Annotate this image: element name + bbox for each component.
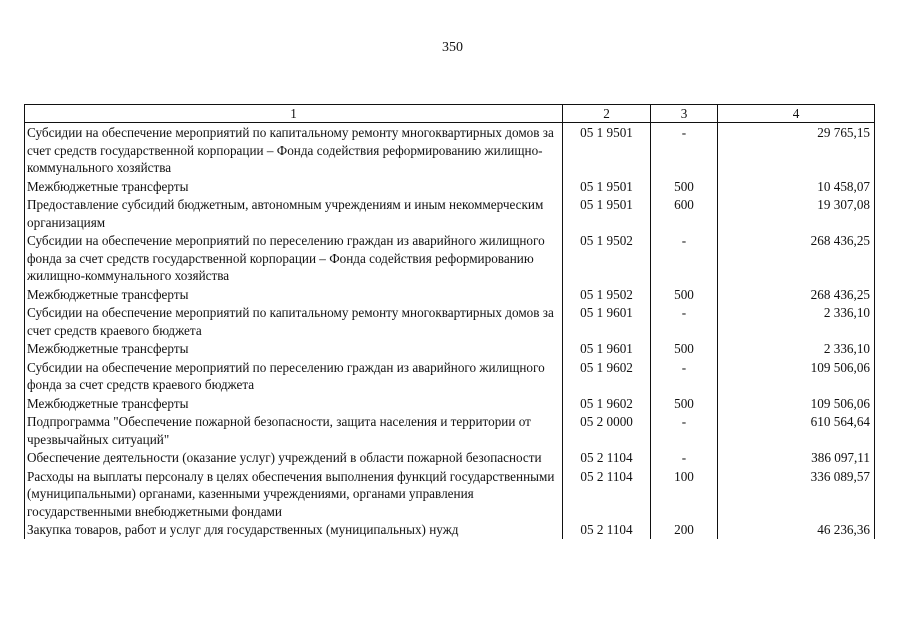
table-row <box>25 394 875 413</box>
row-name: Подпрограмма "Обеспечение пожарной безопасности, защита населения и территории от чрезвычайных ситуаций" <box>25 412 563 448</box>
row-amount: 268 436,25 <box>718 231 875 285</box>
row-amount: 268 436,25 <box>718 285 875 304</box>
row-code: 05 1 9601 <box>563 339 651 358</box>
row-kind: - <box>651 358 718 394</box>
row-kind: 600 <box>651 195 718 231</box>
row-kind: 500 <box>651 394 718 413</box>
row-kind: - <box>651 412 718 448</box>
row-code: 05 2 1104 <box>563 520 651 539</box>
table-row <box>25 123 875 177</box>
table-row <box>25 358 875 394</box>
table-row <box>25 177 875 196</box>
row-kind: 200 <box>651 520 718 539</box>
row-name: Субсидии на обеспечение мероприятий по капитальному ремонту многоквартирных домов за счет средств краевого бюджета <box>25 303 563 339</box>
row-name: Субсидии на обеспечение мероприятий по капитальному ремонту многоквартирных домов за счет средств государственной корпорации – Фонда содействия реформированию жилищно-коммунального хозяйства <box>25 123 563 177</box>
row-amount: 109 506,06 <box>718 358 875 394</box>
header-col-code: 2 <box>563 105 651 123</box>
row-name: Субсидии на обеспечение мероприятий по переселению граждан из аварийного жилищного фонда за счет средств краевого бюджета <box>25 358 563 394</box>
table-row <box>25 195 875 231</box>
row-amount: 386 097,11 <box>718 448 875 467</box>
row-code: 05 1 9502 <box>563 231 651 285</box>
row-kind: 500 <box>651 177 718 196</box>
row-name: Межбюджетные трансферты <box>25 394 563 413</box>
header-col-amount: 4 <box>718 105 875 123</box>
table-row <box>25 339 875 358</box>
header-col-name: 1 <box>25 105 563 123</box>
row-amount: 46 236,36 <box>718 520 875 539</box>
table-header <box>25 105 875 123</box>
table-row <box>25 412 875 448</box>
row-amount: 19 307,08 <box>718 195 875 231</box>
row-kind: - <box>651 303 718 339</box>
row-name: Закупка товаров, работ и услуг для государственных (муниципальных) нужд <box>25 520 563 539</box>
row-code: 05 1 9501 <box>563 123 651 177</box>
row-code: 05 2 0000 <box>563 412 651 448</box>
row-amount: 2 336,10 <box>718 303 875 339</box>
row-code: 05 1 9602 <box>563 358 651 394</box>
row-name: Предоставление субсидий бюджетным, автономным учреждениям и иным некоммерческим организациям <box>25 195 563 231</box>
row-code: 05 1 9601 <box>563 303 651 339</box>
table-row <box>25 467 875 521</box>
row-kind: 100 <box>651 467 718 521</box>
row-code: 05 1 9502 <box>563 285 651 304</box>
row-amount: 109 506,06 <box>718 394 875 413</box>
row-code: 05 1 9602 <box>563 394 651 413</box>
row-name: Расходы на выплаты персоналу в целях обеспечения выполнения функций государственными (муниципальными) органами, казенными учреждениями, органами управления государственными внебюджетными фондами <box>25 467 563 521</box>
row-name: Субсидии на обеспечение мероприятий по переселению граждан из аварийного жилищного фонда за счет средств государственной корпорации – Фонда содействия реформированию жилищно-коммунального хозяйства <box>25 231 563 285</box>
row-amount: 29 765,15 <box>718 123 875 177</box>
row-code: 05 1 9501 <box>563 195 651 231</box>
table-row <box>25 520 875 539</box>
page-number: 350 <box>442 40 463 55</box>
row-kind: 500 <box>651 285 718 304</box>
row-amount: 610 564,64 <box>718 412 875 448</box>
table-body <box>25 123 875 539</box>
row-kind: - <box>651 231 718 285</box>
row-kind: - <box>651 123 718 177</box>
row-code: 05 2 1104 <box>563 467 651 521</box>
header-col-kind: 3 <box>651 105 718 123</box>
row-kind: - <box>651 448 718 467</box>
row-code: 05 1 9501 <box>563 177 651 196</box>
table-row <box>25 303 875 339</box>
row-name: Межбюджетные трансферты <box>25 177 563 196</box>
budget-table <box>24 104 875 539</box>
row-name: Межбюджетные трансферты <box>25 339 563 358</box>
row-code: 05 2 1104 <box>563 448 651 467</box>
row-amount: 10 458,07 <box>718 177 875 196</box>
row-amount: 336 089,57 <box>718 467 875 521</box>
table-row <box>25 231 875 285</box>
row-name: Обеспечение деятельности (оказание услуг) учреждений в области пожарной безопасности <box>25 448 563 467</box>
table-row <box>25 285 875 304</box>
header-row <box>25 105 875 123</box>
row-amount: 2 336,10 <box>718 339 875 358</box>
row-name: Межбюджетные трансферты <box>25 285 563 304</box>
table-row <box>25 448 875 467</box>
row-kind: 500 <box>651 339 718 358</box>
